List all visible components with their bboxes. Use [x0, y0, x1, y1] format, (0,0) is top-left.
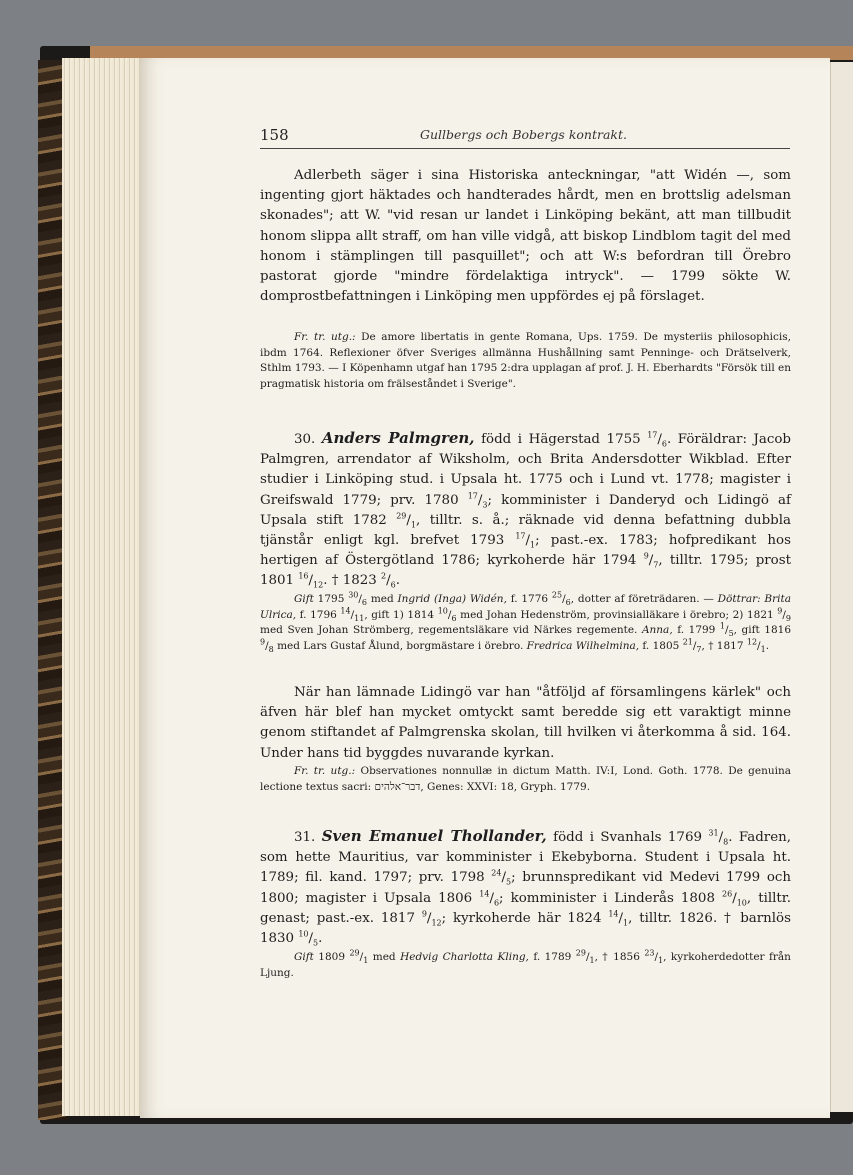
- date-denominator: 1: [658, 956, 664, 966]
- entry-text: ; kyrkoherde här 1824: [441, 910, 602, 926]
- entry-number: 30.: [294, 432, 316, 447]
- entry-name: Sven Emanuel Thollander,: [321, 827, 547, 845]
- note-label: Gift: [294, 593, 314, 605]
- date-denominator: 6: [565, 598, 571, 608]
- entry-text: . Föräldrar: Jacob Palmgren, arrendator af Wiksholm, och Brita Andersdotter Wikblad. Efter studier i Linköping stud. i Upsala ht. 1775 och i Lund vt. 1778; magister i Greifswald 1779; prv. 1780: [260, 432, 791, 508]
- date-denominator: 8: [268, 644, 274, 654]
- entry-31: 31. Sven Emanuel Thollander, född i Svanhals 1769 $^{31}/_8$. Fadren, som hette Mauritius, var komminister i Ekebyborna. Student i Upsala ht. 1789; fil. kand. 1797; prv. 1798 $^{24}/_5$; brunnspredikant vid Medevi 1799 och 1800; magister i Upsala 1806 $^{14}/_6$; komminister i Linderås 1808 $^{26}/_{10}$, tilltr. genast; past.-ex. 1817 $^9/_{12}$; kyrkoherde här 1824 $^{14}/_1$, tilltr. 1826. † barnlös 1830 $^{10}/_5$.: [260, 827, 792, 948]
- entry-text: , tilltr. genast; past.-ex. 1817: [260, 890, 791, 926]
- entry-text: , tilltr. 1826. † barnlös 1830: [260, 910, 791, 947]
- note-text: med: [370, 593, 394, 605]
- date-denominator: 9: [785, 613, 792, 623]
- entry-text: .: [395, 573, 401, 589]
- note-label: Gift: [294, 951, 314, 963]
- date-numerator: 29: [575, 948, 586, 958]
- date-denominator: 6: [493, 898, 500, 908]
- paragraph-lidingo: När han lämnade Lidingö var han "åtföljd af församlingens kärlek" och äfven här blef han mycket omtyckt samt beredde sig ett varaktigt minne genom stiftandet af Palmgrenska skolan, till hvilken vi återkomma å sid. 164. Under hans tid byggdes nuvarande kyrkan.: [260, 685, 791, 761]
- note-text: f. 1796: [299, 608, 337, 621]
- note-text: med Lars Gustaf Ålund, borgmästare i örebro.: [277, 639, 524, 652]
- date-numerator: 21: [682, 637, 693, 647]
- entry-text: född i Hägerstad 1755: [481, 432, 641, 447]
- date-numerator: 9: [421, 909, 427, 919]
- date-denominator: 6: [390, 581, 396, 591]
- entry-text: ; brunnspredikant vid Medevi 1799 och 1800; magister i Upsala 1806: [260, 870, 792, 906]
- paragraph-adlerbeth: Adlerbeth säger i sina Historiska anteckningar, "att Widén —, som ingenting gjort häktades och handterades hårdt, men en brottslig adelsman skonades"; att W. "vid resan ur landet i Linköping bekänt, att man tillbudit honom slippa allt straff, om han ville vidgå, att biskop Lindblom tagit del med honom i stämplingen till pasquillet"; och att W:s befordran till Örebro pastorat gjorde "mindre fördelaktiga intryck". — 1799 sökte W. domprostbefattningen i Linköping men uppfördes ej på förslaget.: [260, 168, 791, 305]
- date-numerator: 26: [722, 889, 733, 899]
- date-denominator: 1: [530, 540, 536, 550]
- note-text: Observationes nonnullæ in dictum Matth. IV:I, Lond. Goth. 1778. De genuina lectione textus sacri: דבר־אלהים, Genes: XXVI: 18, Gryph. 1779.: [260, 765, 791, 793]
- date-denominator: 12: [431, 918, 442, 928]
- note-family-thollander: Gift 1809 $^{29}/_1$ med Hedvig Charlotta Kling, f. 1789 $^{29}/_1$, † 1856 $^{23}/_1$, kyrkoherdedotter från Ljung.: [260, 948, 791, 979]
- date-numerator: 31: [708, 828, 719, 838]
- date-denominator: 11: [354, 613, 365, 623]
- date-denominator: 6: [361, 598, 368, 608]
- entry-text: .: [318, 931, 323, 947]
- running-title: Gullbergs och Bobergs kontrakt.: [420, 127, 627, 142]
- date-denominator: 1: [363, 956, 369, 966]
- page-edges: [62, 58, 144, 1116]
- entry-text: född i Svanhals 1769: [553, 830, 702, 845]
- entry-text: ; komminister i Linderås 1808: [499, 890, 715, 906]
- note-text: , † 1817: [701, 639, 744, 652]
- note-text: , gift 1816: [733, 624, 792, 637]
- note-text: 1809: [318, 951, 346, 963]
- date-denominator: 5: [506, 878, 512, 888]
- note-text: 1795: [317, 593, 345, 605]
- date-numerator: 14: [340, 606, 351, 616]
- facing-page-edge: [830, 62, 853, 1112]
- date-denominator: 1: [760, 644, 766, 654]
- note-works-palmgren: [260, 764, 791, 795]
- entry-text: . † 1823: [323, 573, 377, 589]
- date-denominator: 7: [696, 644, 702, 654]
- running-header: [260, 126, 790, 149]
- note-text: f. 1776: [510, 593, 549, 605]
- note-text: med Johan Hedenström, provinsialläkare i örebro; 2) 1821: [460, 608, 774, 621]
- person-name: Ingrid (Inga) Widén,: [397, 593, 507, 605]
- date-numerator: 16: [298, 571, 309, 581]
- note-label: Fr. tr. utg.:: [294, 331, 356, 343]
- note-label: Fr. tr. utg.:: [294, 765, 356, 777]
- date-denominator: 1: [589, 956, 595, 966]
- date-numerator: 25: [551, 590, 563, 600]
- person-name: Hedvig Charlotta Kling,: [400, 951, 529, 963]
- note-text: med Sven Johan Strömberg, regementsläkare vid Närkes regemente.: [260, 624, 638, 637]
- entry-text: , tilltr. s. å.; räknade vid denna befattning dubbla tjänstår enligt kgl. brefvet 1793: [260, 512, 791, 549]
- person-name: Fredrica Wilhelmina,: [526, 639, 640, 652]
- date-denominator: 12: [313, 581, 324, 591]
- note-text: De amore libertatis in gente Romana, Ups. 1759. De mysteriis philosophicis, ibdm 1764. Reflexioner öfver Sveriges allmänna Hushållning samt Penninge- och Drätselverk, Sthlm 1793. — I Köpenhamn utgaf han 1795 2:dra upplagan af prof. J. H. Eberhardts "Försök till en pragmatisk historia om frälseståndet i Sverige".: [260, 331, 791, 390]
- date-numerator: 14: [608, 909, 619, 919]
- person-name: Anna,: [641, 624, 673, 637]
- date-denominator: 6: [451, 613, 457, 623]
- note-text: f. 1789: [533, 951, 572, 963]
- date-numerator: 10: [437, 606, 448, 616]
- note-text: .: [765, 639, 770, 652]
- date-numerator: 17: [467, 491, 478, 501]
- date-numerator: 1: [719, 621, 726, 631]
- date-denominator: 6: [661, 439, 667, 449]
- date-numerator: 29: [396, 511, 407, 521]
- note-text: med: [372, 951, 396, 963]
- date-denominator: 7: [653, 560, 659, 570]
- page-number: 158: [260, 126, 289, 144]
- note-text: f. 1799: [677, 624, 716, 637]
- date-numerator: 9: [643, 551, 649, 561]
- date-denominator: 5: [728, 629, 734, 639]
- note-text: , gift 1) 1814: [364, 608, 435, 621]
- note-text: f. 1805: [642, 639, 680, 652]
- note-text: , † 1856: [594, 951, 640, 963]
- date-numerator: 12: [746, 637, 758, 647]
- date-numerator: 29: [349, 948, 360, 958]
- note-works-widen: [260, 330, 791, 392]
- date-denominator: 8: [723, 837, 729, 847]
- date-numerator: 9: [260, 637, 266, 647]
- note-family-palmgren: Gift 1795 $^{30}/_6$ med Ingrid (Inga) Widén, f. 1776 $^{25}/_6$, dotter af företrädaren. — Döttrar: Brita Ulrica, f. 1796 $^{14}/_{11}$, gift 1) 1814 $^{10}/_6$ med Johan Hedenström, provinsialläkare i örebro; 2) 1821 $^9/_9$ med Sven Johan Strömberg, regementsläkare vid Närkes regemente. Anna, f. 1799 $^1/_5$, gift 1816 $^9/_8$ med Lars Gustaf Ålund, borgmästare i örebro. Fredrica Wilhelmina, f. 1805 $^{21}/_7$, † 1817 $^{12}/_1$.: [260, 590, 792, 654]
- date-denominator: 5: [313, 938, 319, 948]
- date-numerator: 17: [515, 531, 526, 541]
- entry-number: 31.: [294, 830, 316, 845]
- date-denominator: 10: [736, 898, 747, 908]
- entry-name: Anders Palmgren,: [321, 429, 475, 447]
- date-numerator: 30: [348, 590, 359, 600]
- note-text: , kyrkoherdedotter från Ljung.: [260, 951, 791, 979]
- date-denominator: 1: [410, 520, 417, 530]
- entry-text: ; komminister i Danderyd och Lidingö af Upsala stift 1782: [260, 492, 791, 528]
- date-numerator: 9: [777, 606, 783, 616]
- entry-text: , tilltr. 1795; prost 1801: [260, 553, 792, 589]
- date-numerator: 14: [479, 889, 490, 899]
- date-numerator: 17: [647, 430, 658, 440]
- date-denominator: 1: [623, 918, 629, 928]
- date-numerator: 23: [644, 948, 655, 958]
- date-numerator: 2: [381, 571, 387, 581]
- person-name: Döttrar: Brita Ulrica,: [260, 593, 792, 621]
- entry-text: . Fadren, som hette Mauritius, var komminister i Ekebyborna. Student i Upsala ht. 1789; fil. kand. 1797; prv. 1798: [260, 830, 792, 886]
- note-text: , dotter af företrädaren. —: [570, 593, 714, 605]
- date-numerator: 24: [491, 868, 502, 878]
- entry-text: ; past.-ex. 1783; hofpredikant hos hertigen af Östergötland 1786; kyrkoherde här 1794: [260, 533, 791, 569]
- date-numerator: 10: [298, 929, 309, 939]
- date-denominator: 3: [482, 500, 488, 510]
- entry-30: 30. Anders Palmgren, född i Hägerstad 1755 $^{17}/_6$. Föräldrar: Jacob Palmgren, arrendator af Wiksholm, och Brita Andersdotter Wikblad. Efter studier i Linköping stud. i Upsala ht. 1775 och i Lund vt. 1778; magister i Greifswald 1779; prv. 1780 $^{17}/_3$; komminister i Danderyd och Lidingö af Upsala stift 1782 $^{29}/_1$, tilltr. s. å.; räknade vid denna befattning dubbla tjänstår enligt kgl. brefvet 1793 $^{17}/_1$; past.-ex. 1783; hofpredikant hos hertigen af Östergötland 1786; kyrkoherde här 1794 $^9/_7$, tilltr. 1795; prost 1801 $^{16}/_{12}$. † 1823 $^2/_6$.: [260, 429, 792, 591]
